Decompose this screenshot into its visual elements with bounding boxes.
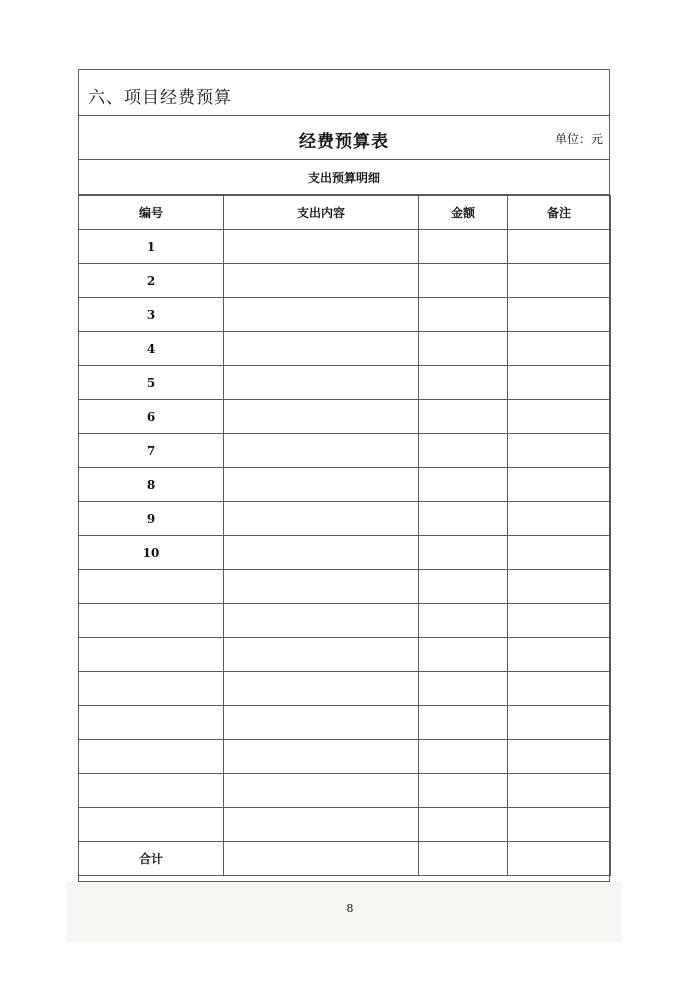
table-row [79, 230, 611, 264]
total-amount-cell[interactable] [419, 842, 508, 876]
table-row [79, 434, 611, 468]
table-row [79, 706, 611, 740]
amount-cell[interactable] [419, 536, 508, 570]
remarks-cell[interactable] [508, 536, 611, 570]
content-cell[interactable] [224, 434, 419, 468]
content-cell[interactable] [224, 298, 419, 332]
row-number-cell: 7 [79, 434, 224, 468]
amount-cell[interactable] [419, 808, 508, 842]
amount-cell[interactable] [419, 672, 508, 706]
table-subtitle: 支出预算明细 [307, 171, 380, 185]
remarks-cell[interactable] [508, 366, 611, 400]
content-cell[interactable] [224, 672, 419, 706]
row-number-cell [79, 774, 224, 808]
table-row [79, 604, 611, 638]
content-cell[interactable] [224, 230, 419, 264]
remarks-cell[interactable] [508, 332, 611, 366]
amount-cell[interactable] [419, 570, 508, 604]
content-cell[interactable] [224, 400, 419, 434]
amount-cell[interactable] [419, 774, 508, 808]
table-row [79, 638, 611, 672]
table-row [79, 366, 611, 400]
table-title: 经费预算表 [299, 132, 389, 152]
content-cell[interactable] [224, 808, 419, 842]
row-number-cell: 5 [79, 366, 224, 400]
subtitle-row [79, 160, 609, 195]
remarks-cell[interactable] [508, 230, 611, 264]
remarks-cell[interactable] [508, 400, 611, 434]
content-cell[interactable] [224, 536, 419, 570]
remarks-cell[interactable] [508, 706, 611, 740]
budget-form [78, 69, 610, 882]
amount-cell[interactable] [419, 434, 508, 468]
content-cell[interactable] [224, 604, 419, 638]
table-header-row [79, 196, 611, 230]
table-row [79, 570, 611, 604]
content-cell[interactable] [224, 502, 419, 536]
table-row [79, 332, 611, 366]
total-remarks-cell[interactable] [508, 842, 611, 876]
amount-cell[interactable] [419, 502, 508, 536]
table-row [79, 400, 611, 434]
table-row [79, 808, 611, 842]
amount-cell[interactable] [419, 298, 508, 332]
remarks-cell[interactable] [508, 264, 611, 298]
content-cell[interactable] [224, 570, 419, 604]
amount-cell[interactable] [419, 706, 508, 740]
page-number: 8 [346, 902, 354, 915]
row-number-cell [79, 706, 224, 740]
table-title-row [79, 116, 609, 160]
remarks-cell[interactable] [508, 502, 611, 536]
row-number-cell [79, 638, 224, 672]
row-number-cell: 1 [79, 230, 224, 264]
table-row [79, 298, 611, 332]
content-cell[interactable] [224, 706, 419, 740]
row-number-cell: 8 [79, 468, 224, 502]
total-content-cell[interactable] [224, 842, 419, 876]
remarks-cell[interactable] [508, 808, 611, 842]
amount-cell[interactable] [419, 230, 508, 264]
amount-cell[interactable] [419, 740, 508, 774]
table-row [79, 774, 611, 808]
content-cell[interactable] [224, 264, 419, 298]
content-cell[interactable] [224, 638, 419, 672]
table-row [79, 672, 611, 706]
row-number-cell: 2 [79, 264, 224, 298]
amount-cell[interactable] [419, 468, 508, 502]
table-row [79, 536, 611, 570]
content-cell[interactable] [224, 468, 419, 502]
amount-cell[interactable] [419, 604, 508, 638]
remarks-cell[interactable] [508, 740, 611, 774]
row-number-cell [79, 740, 224, 774]
content-cell[interactable] [224, 366, 419, 400]
amount-cell[interactable] [419, 366, 508, 400]
remarks-cell[interactable] [508, 638, 611, 672]
remarks-cell[interactable] [508, 434, 611, 468]
unit-label: 单位：元 [554, 132, 603, 146]
total-row [79, 842, 611, 876]
row-number-cell: 9 [79, 502, 224, 536]
row-number-cell: 3 [79, 298, 224, 332]
row-number-cell [79, 604, 224, 638]
budget-table [78, 195, 611, 876]
total-label: 合计 [79, 842, 224, 876]
table-row [79, 502, 611, 536]
row-number-cell [79, 672, 224, 706]
row-number-cell: 4 [79, 332, 224, 366]
content-cell[interactable] [224, 740, 419, 774]
remarks-cell[interactable] [508, 774, 611, 808]
table-row [79, 740, 611, 774]
column-header-content: 支出内容 [224, 196, 419, 230]
amount-cell[interactable] [419, 638, 508, 672]
section-heading-text: 六、项目经费预算 [88, 88, 232, 108]
row-number-cell [79, 808, 224, 842]
column-header-number: 编号 [79, 196, 224, 230]
amount-cell[interactable] [419, 264, 508, 298]
remarks-cell[interactable] [508, 298, 611, 332]
content-cell[interactable] [224, 332, 419, 366]
remarks-cell[interactable] [508, 468, 611, 502]
row-number-cell: 6 [79, 400, 224, 434]
table-row [79, 264, 611, 298]
row-number-cell: 10 [79, 536, 224, 570]
column-header-amount: 金额 [419, 196, 508, 230]
content-cell[interactable] [224, 774, 419, 808]
row-number-cell [79, 570, 224, 604]
remarks-cell[interactable] [508, 672, 611, 706]
remarks-cell[interactable] [508, 570, 611, 604]
table-row [79, 468, 611, 502]
column-header-remarks: 备注 [508, 196, 611, 230]
remarks-cell[interactable] [508, 604, 611, 638]
amount-cell[interactable] [419, 400, 508, 434]
section-heading [79, 70, 609, 116]
amount-cell[interactable] [419, 332, 508, 366]
